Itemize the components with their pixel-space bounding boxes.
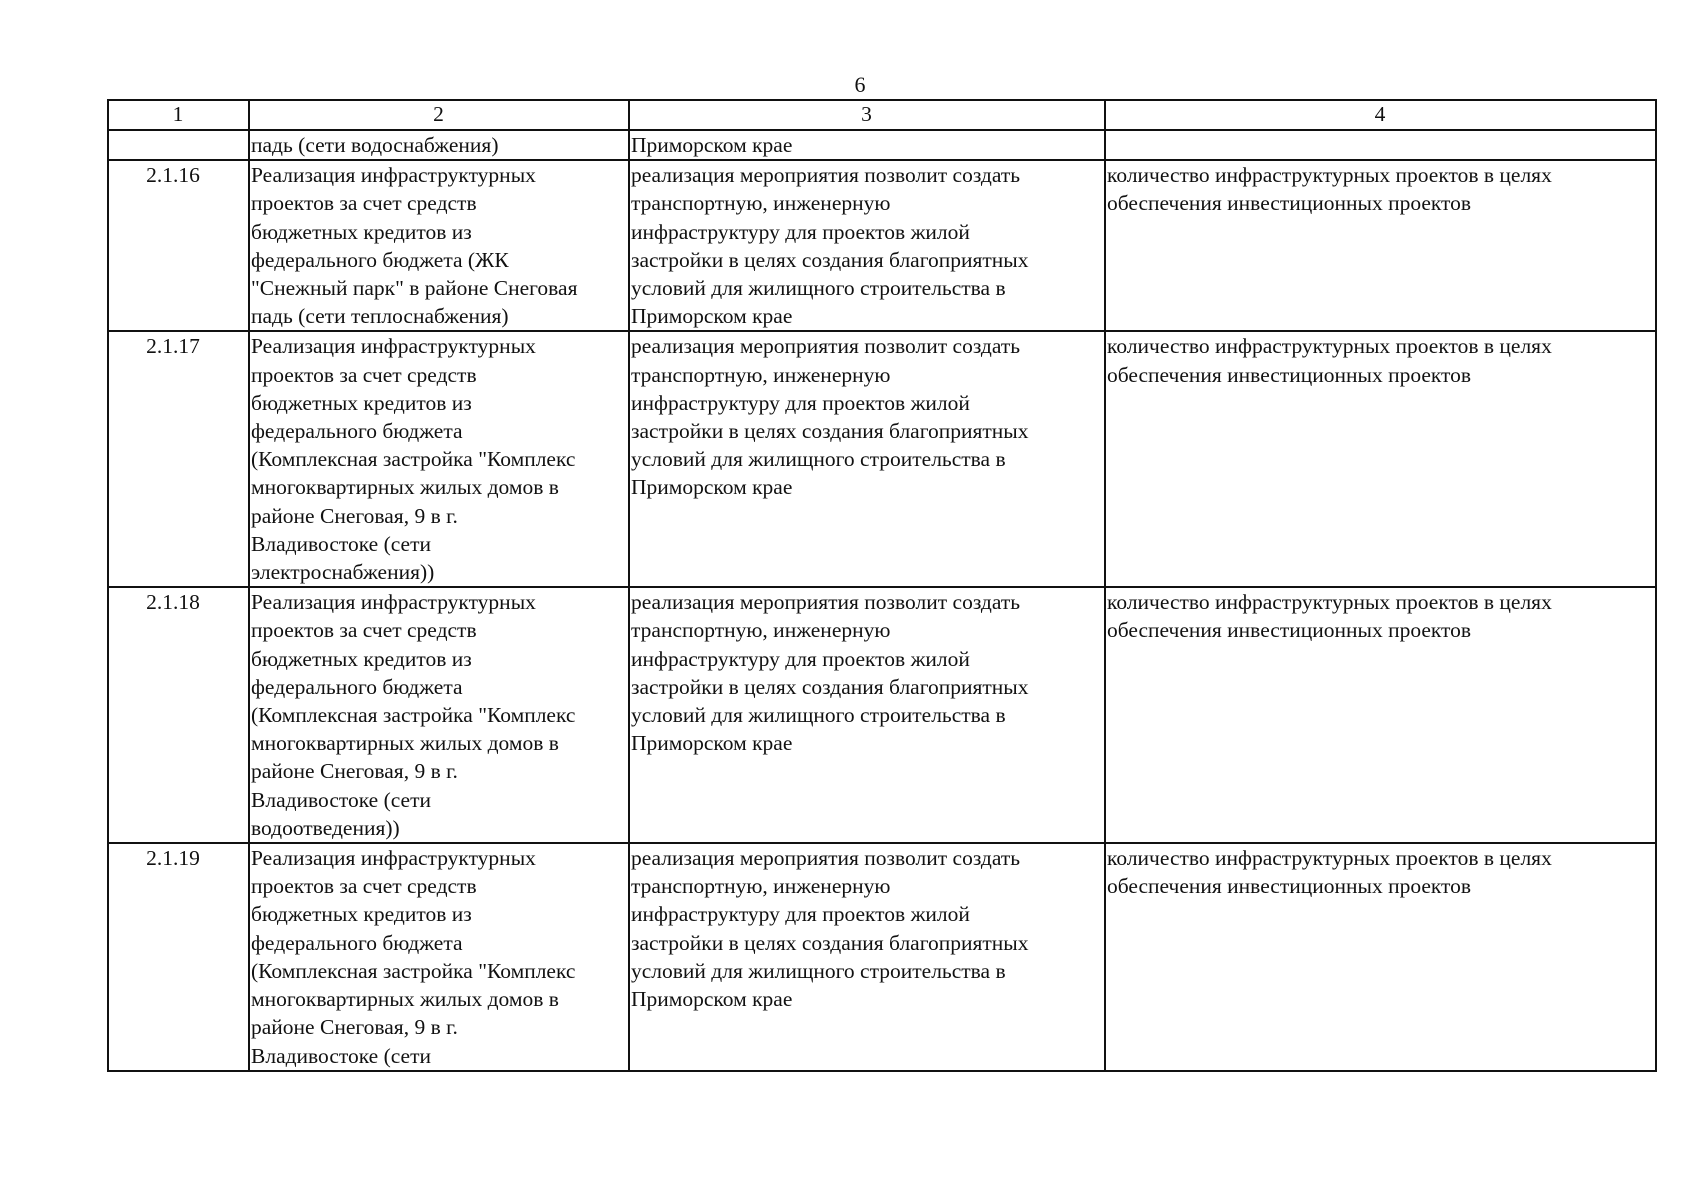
table-row xyxy=(108,130,1656,160)
indicator: количество инфраструктурных проектов в целях обеспечения инвестиционных проектов xyxy=(1105,160,1656,331)
table-row xyxy=(108,843,1656,1071)
expected-result: Приморском крае xyxy=(629,130,1105,160)
page-number: 6 xyxy=(854,72,866,97)
row-number: 2.1.16 xyxy=(108,160,249,331)
measure-name: Реализация инфраструктурных проектов за счет средств бюджетных кредитов из федерального бюджета (ЖК "Снежный парк" в районе Снеговая падь (сети теплоснабжения) xyxy=(249,160,629,331)
measure-name: Реализация инфраструктурных проектов за счет средств бюджетных кредитов из федерального бюджета (Комплексная застройка "Комплекс многоквартирных жилых домов в районе Снеговая, 9 в г. Владивостоке (сети водоотведения)) xyxy=(249,587,629,843)
table-header-row xyxy=(108,100,1656,130)
table-row xyxy=(108,160,1656,331)
expected-result: реализация мероприятия позволит создать транспортную, инженерную инфраструктуру для проектов жилой застройки в целях создания благоприятных условий для жилищного строительства в Приморском крае xyxy=(629,160,1105,331)
measure-name: падь (сети водоснабжения) xyxy=(249,130,629,160)
measure-name: Реализация инфраструктурных проектов за счет средств бюджетных кредитов из федерального бюджета (Комплексная застройка "Комплекс многоквартирных жилых домов в районе Снеговая, 9 в г. Владивостоке (сети xyxy=(249,843,629,1071)
column-header-4: 4 xyxy=(1105,100,1656,130)
row-number: 2.1.19 xyxy=(108,843,249,1071)
indicator: количество инфраструктурных проектов в целях обеспечения инвестиционных проектов xyxy=(1105,587,1656,843)
table-row xyxy=(108,331,1656,587)
expected-result: реализация мероприятия позволит создать транспортную, инженерную инфраструктуру для проектов жилой застройки в целях создания благоприятных условий для жилищного строительства в Приморском крае xyxy=(629,587,1105,843)
row-number: 2.1.17 xyxy=(108,331,249,587)
table-row xyxy=(108,587,1656,843)
column-header-2: 2 xyxy=(249,100,629,130)
measures-table xyxy=(107,99,1657,1072)
indicator: количество инфраструктурных проектов в целях обеспечения инвестиционных проектов xyxy=(1105,843,1656,1071)
indicator: количество инфраструктурных проектов в целях обеспечения инвестиционных проектов xyxy=(1105,331,1656,587)
row-number: 2.1.18 xyxy=(108,587,249,843)
indicator xyxy=(1105,130,1656,160)
column-header-3: 3 xyxy=(629,100,1105,130)
row-number xyxy=(108,130,249,160)
expected-result: реализация мероприятия позволит создать транспортную, инженерную инфраструктуру для проектов жилой застройки в целях создания благоприятных условий для жилищного строительства в Приморском крае xyxy=(629,331,1105,587)
column-header-1: 1 xyxy=(108,100,249,130)
measure-name: Реализация инфраструктурных проектов за счет средств бюджетных кредитов из федерального бюджета (Комплексная застройка "Комплекс многоквартирных жилых домов в районе Снеговая, 9 в г. Владивостоке (сети электроснабжения)) xyxy=(249,331,629,587)
expected-result: реализация мероприятия позволит создать транспортную, инженерную инфраструктуру для проектов жилой застройки в целях создания благоприятных условий для жилищного строительства в Приморском крае xyxy=(629,843,1105,1071)
